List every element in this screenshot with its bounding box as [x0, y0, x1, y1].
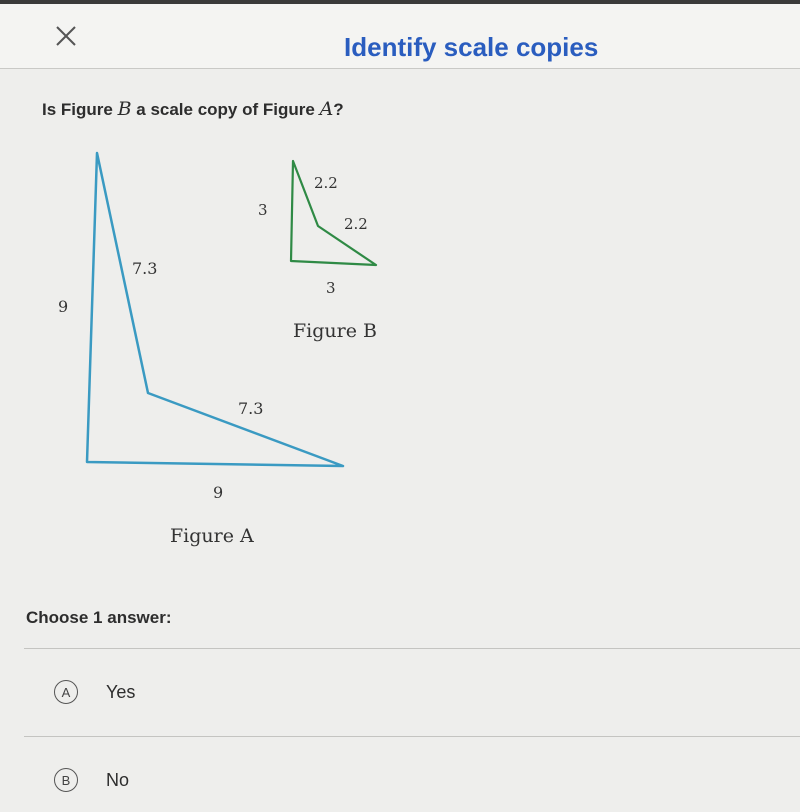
figure-a-label-left: 9	[58, 297, 69, 316]
choice-b-letter-badge: B	[54, 768, 78, 792]
question-var-a: A	[319, 98, 334, 120]
figure-a-shape	[87, 153, 343, 466]
choice-option-a[interactable]	[24, 664, 724, 724]
question-text	[42, 98, 344, 120]
exercise-title: Identify scale copies	[344, 32, 599, 62]
figures-diagram	[0, 130, 800, 560]
choice-divider-top	[24, 648, 800, 649]
close-icon	[52, 22, 80, 50]
figure-a-label-inner-upper: 7.3	[132, 259, 158, 278]
choice-a-label: Yes	[106, 682, 136, 702]
close-button[interactable]	[52, 22, 80, 50]
choice-b-label: No	[106, 770, 130, 790]
figure-a-caption: Figure A	[170, 525, 254, 547]
question-middle: a scale copy of Figure	[131, 100, 320, 119]
figure-b-label-upper-right: 2.2	[344, 215, 368, 233]
figure-a-label-inner-lower: 7.3	[238, 399, 264, 418]
figure-a-label-bottom: 9	[213, 483, 224, 502]
exercise-header	[0, 4, 800, 69]
choice-divider-middle	[24, 736, 800, 737]
figure-b-caption: Figure B	[293, 320, 377, 342]
question-suffix: ?	[333, 100, 344, 119]
figure-b-label-bottom: 3	[326, 279, 336, 297]
figure-b-label-left: 3	[258, 201, 268, 219]
choice-option-b[interactable]	[24, 752, 724, 812]
choose-prompt: Choose 1 answer:	[26, 608, 172, 627]
question-var-b: B	[117, 98, 132, 120]
choice-a-letter-badge: A	[54, 680, 78, 704]
question-prefix: Is Figure	[42, 100, 118, 119]
figure-b-label-upper-top: 2.2	[314, 174, 338, 192]
